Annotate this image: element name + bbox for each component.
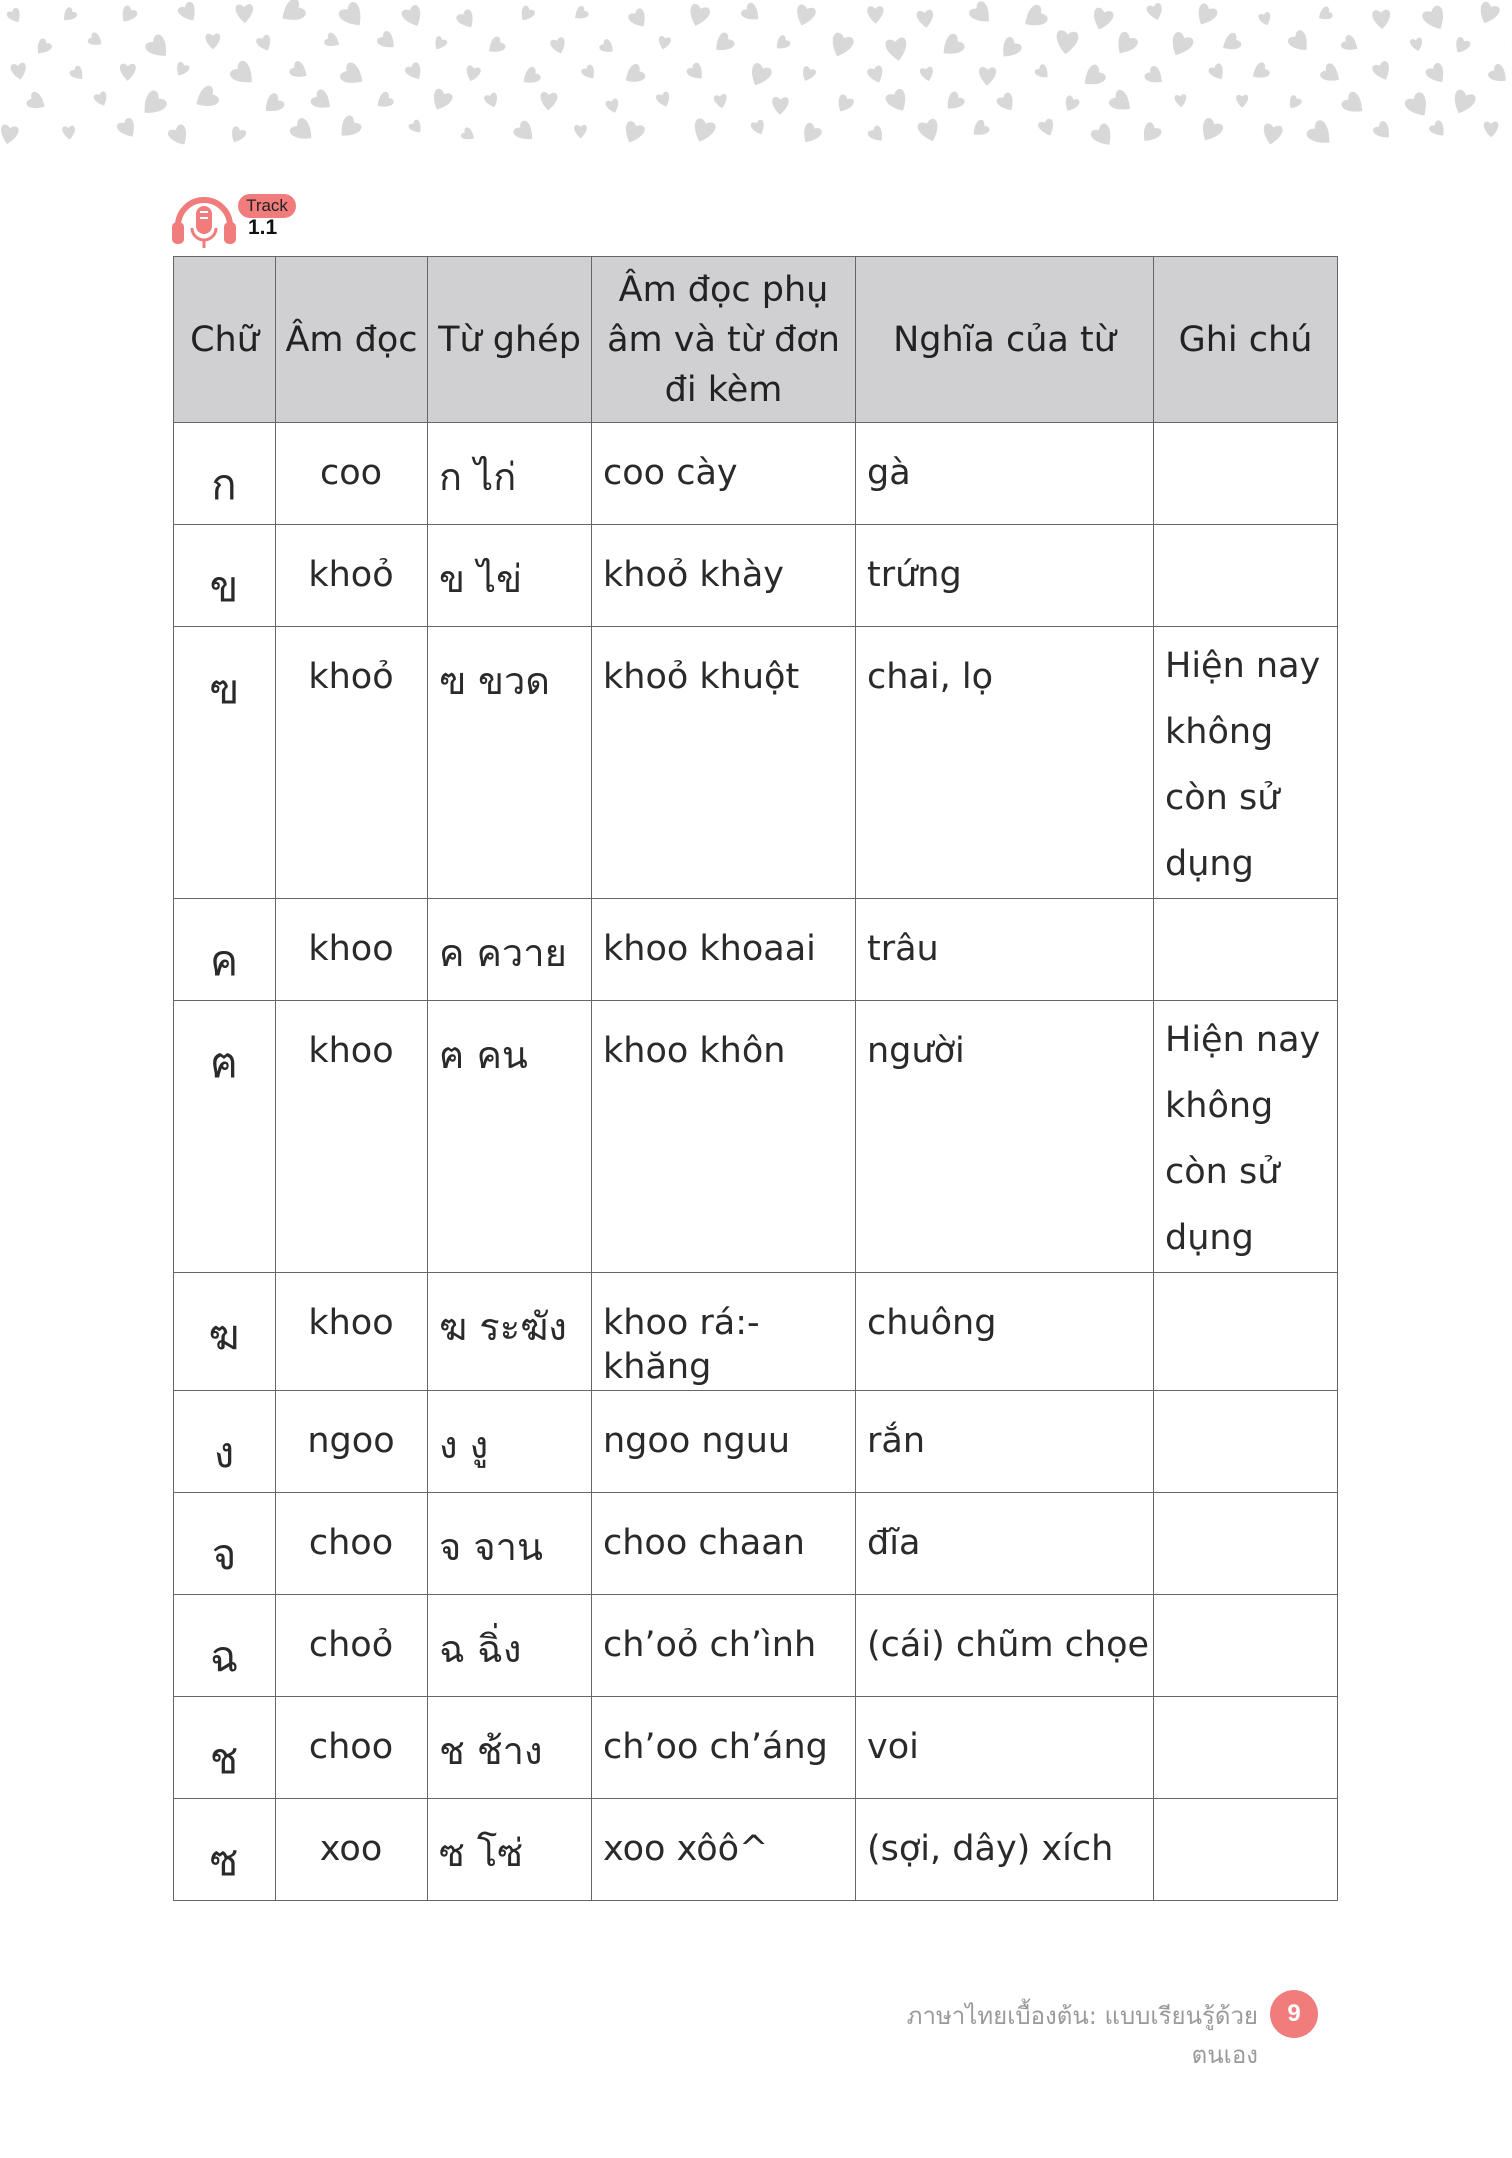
pattern-heart	[1449, 88, 1477, 117]
track-label: Track	[238, 194, 296, 218]
header-ghi-chu: Ghi chú	[1154, 257, 1338, 423]
note	[1154, 525, 1338, 627]
pattern-heart	[137, 89, 169, 121]
pattern-heart	[885, 37, 909, 63]
pattern-heart	[431, 35, 448, 52]
pattern-heart	[1249, 61, 1271, 83]
reading: ngoo nguu	[592, 1391, 856, 1493]
thai-letter: ฅ	[174, 1001, 276, 1273]
pattern-heart	[690, 117, 717, 145]
compound-word: ฆ ระฆัง	[428, 1273, 592, 1391]
pattern-heart	[1316, 6, 1334, 24]
meaning: trâu	[856, 899, 1154, 1001]
pattern-heart	[62, 125, 76, 140]
note-line: dụng	[1165, 1218, 1254, 1258]
thai-letter: ข	[174, 525, 276, 627]
meaning: đĩa	[856, 1493, 1154, 1595]
pattern-heart	[338, 61, 368, 90]
note	[1154, 899, 1338, 1001]
table-row	[174, 1391, 1338, 1493]
pattern-heart	[464, 65, 482, 83]
pronunciation: choo	[276, 1697, 428, 1799]
meaning: người	[856, 1001, 1154, 1273]
reading: ch’oo ch’áng	[592, 1697, 856, 1799]
pattern-heart	[1409, 37, 1424, 52]
thai-letter: ฆ	[174, 1273, 276, 1391]
pattern-heart	[937, 32, 966, 61]
pattern-heart	[1090, 7, 1115, 33]
pattern-heart	[621, 120, 647, 146]
note-line: Hiện nay	[1165, 1020, 1321, 1060]
pattern-heart	[144, 33, 174, 63]
pattern-heart	[455, 8, 478, 32]
track-number: 1.1	[248, 216, 278, 239]
pattern-heart	[1475, 0, 1501, 26]
pattern-heart	[772, 97, 789, 115]
pattern-heart	[571, 5, 589, 23]
pattern-heart	[235, 4, 253, 23]
reading: choo chaan	[592, 1493, 856, 1595]
pattern-heart	[627, 7, 651, 31]
pattern-heart	[60, 6, 78, 24]
pattern-heart	[1340, 90, 1369, 119]
pronunciation: ngoo	[276, 1391, 428, 1493]
pattern-heart	[1286, 29, 1313, 56]
meaning: voi	[856, 1697, 1154, 1799]
pattern-heart	[750, 119, 767, 137]
note	[1154, 1001, 1338, 1273]
pattern-heart	[1261, 123, 1283, 146]
pattern-heart	[1424, 61, 1449, 87]
pattern-heart	[1019, 3, 1049, 32]
reading: xoo xôô^	[592, 1799, 856, 1901]
note	[1154, 1697, 1338, 1799]
pattern-heart	[746, 62, 773, 90]
pattern-heart	[1196, 116, 1224, 145]
compound-word: ค ควาย	[428, 899, 592, 1001]
pattern-heart	[1112, 30, 1140, 58]
pattern-heart	[713, 94, 728, 110]
table-row	[174, 1273, 1338, 1391]
thai-consonant-table	[173, 256, 1338, 1901]
note-line: còn sử	[1165, 1152, 1280, 1192]
header-am-doc: Âm đọc	[276, 257, 428, 423]
note	[1154, 1595, 1338, 1697]
pattern-heart	[1061, 95, 1080, 115]
pattern-heart	[1372, 9, 1391, 29]
pattern-heart	[255, 34, 274, 54]
thai-letter: ง	[174, 1391, 276, 1493]
header-am-doc-phu-am-line-3: đi kèm	[664, 369, 783, 410]
reading: khoo khoaai	[592, 899, 856, 1001]
pattern-heart	[866, 65, 886, 86]
compound-word: ฉ ฉิ่ง	[428, 1595, 592, 1697]
thai-letter: ฃ	[174, 627, 276, 899]
note-line: không	[1165, 1086, 1274, 1126]
pattern-heart	[408, 119, 425, 136]
note	[1154, 1273, 1338, 1391]
pattern-heart	[228, 125, 248, 145]
pattern-heart	[884, 87, 912, 115]
pattern-heart	[995, 91, 1018, 114]
header-tu-ghep: Từ ghép	[428, 257, 592, 423]
thai-letter: จ	[174, 1493, 276, 1595]
meaning: trứng	[856, 525, 1154, 627]
pattern-heart	[25, 90, 49, 113]
pronunciation: xoo	[276, 1799, 428, 1901]
pattern-heart	[400, 4, 426, 30]
pattern-heart	[686, 3, 711, 29]
pattern-heart	[978, 67, 996, 86]
pattern-heart	[1371, 60, 1393, 83]
pattern-heart	[1305, 118, 1337, 150]
pattern-heart	[834, 93, 856, 115]
pattern-heart	[115, 117, 139, 142]
pattern-heart	[1487, 63, 1512, 88]
pattern-heart	[598, 38, 616, 56]
pattern-heart	[919, 66, 935, 83]
reading: khoo khôn	[592, 1001, 856, 1273]
pattern-heart	[519, 66, 542, 89]
pattern-heart	[1372, 120, 1395, 143]
meaning: (sợi, dây) xích	[856, 1799, 1154, 1901]
note	[1154, 627, 1338, 899]
pattern-heart	[1174, 94, 1187, 108]
note-line: không	[1165, 712, 1274, 752]
pattern-heart	[1055, 30, 1079, 56]
note-line: còn sử	[1165, 778, 1280, 818]
pattern-heart	[967, 0, 995, 28]
pattern-heart	[685, 61, 707, 83]
pattern-heart	[118, 4, 139, 25]
pronunciation: khoo	[276, 1001, 428, 1273]
compound-word: ฅ คน	[428, 1001, 592, 1273]
pattern-heart	[1319, 62, 1344, 87]
thai-letter: ฉ	[174, 1595, 276, 1697]
note-line: dụng	[1165, 844, 1254, 884]
pattern-heart	[1236, 95, 1248, 108]
compound-word: ฃ ขวด	[428, 627, 592, 899]
pattern-heart	[276, 0, 307, 27]
reading: khoỏ khuột	[592, 627, 856, 899]
pattern-heart	[428, 87, 454, 113]
decorative-pattern	[0, 0, 1512, 150]
meaning: gà	[856, 423, 1154, 525]
pattern-heart	[916, 118, 942, 145]
table-row	[174, 1799, 1338, 1901]
pattern-heart	[337, 0, 368, 32]
thai-letter: ซ	[174, 1799, 276, 1901]
table-row	[174, 1697, 1338, 1799]
pattern-heart	[711, 31, 736, 56]
pattern-heart	[512, 119, 539, 145]
pattern-heart	[404, 61, 426, 83]
pattern-heart	[228, 59, 259, 90]
pattern-heart	[1403, 90, 1433, 121]
pronunciation: coo	[276, 423, 428, 525]
pattern-heart	[997, 35, 1024, 62]
pattern-heart	[1219, 31, 1243, 54]
pattern-heart	[1107, 88, 1136, 116]
meaning: chai, lọ	[856, 627, 1154, 899]
pattern-heart	[173, 61, 190, 79]
pattern-heart	[969, 118, 991, 140]
header-am-doc-phu-am-line-2: âm và từ đơn	[607, 319, 840, 360]
note-line: Hiện nay	[1165, 646, 1321, 686]
page-number: 9	[1270, 1990, 1318, 2038]
pattern-heart	[376, 30, 399, 53]
compound-word: ช ช้าง	[428, 1697, 592, 1799]
table-row	[174, 899, 1338, 1001]
meaning: rắn	[856, 1391, 1154, 1493]
pattern-heart	[827, 31, 855, 60]
pattern-heart	[574, 125, 587, 139]
reading: coo cày	[592, 423, 856, 525]
pattern-heart	[1286, 94, 1303, 111]
thai-letter: ก	[174, 423, 276, 525]
note	[1154, 1493, 1338, 1595]
pattern-heart	[605, 98, 621, 115]
thai-letter: ช	[174, 1697, 276, 1799]
pattern-heart	[798, 121, 823, 147]
table-row	[174, 627, 1338, 899]
pattern-heart	[655, 91, 673, 109]
pronunciation: khoỏ	[276, 525, 428, 627]
pattern-heart	[580, 64, 598, 82]
pattern-heart	[288, 116, 318, 146]
pattern-heart	[1258, 11, 1273, 27]
pattern-heart	[483, 92, 500, 110]
pattern-heart	[942, 90, 966, 114]
header-am-doc-phu-am	[592, 257, 856, 423]
pattern-heart	[1146, 2, 1165, 22]
note	[1154, 1799, 1338, 1901]
compound-word: ง งู	[428, 1391, 592, 1493]
pattern-heart	[87, 31, 105, 49]
meaning: (cái) chũm chọe	[856, 1595, 1154, 1697]
pattern-heart	[6, 7, 24, 26]
pattern-heart	[460, 126, 477, 143]
header-am-doc-phu-am-line-1: Âm đọc phụ	[618, 269, 829, 310]
pattern-heart	[867, 6, 884, 24]
pattern-heart	[1484, 121, 1499, 137]
pattern-heart	[309, 88, 335, 114]
pattern-heart	[205, 33, 220, 49]
audio-track-badge	[170, 186, 310, 250]
pronunciation: khoỏ	[276, 627, 428, 899]
pattern-heart	[68, 65, 86, 84]
pattern-heart	[1421, 4, 1450, 34]
pattern-heart	[799, 65, 817, 83]
compound-word: จ จาน	[428, 1493, 592, 1595]
pronunciation: choo	[276, 1493, 428, 1595]
pattern-heart	[0, 124, 19, 146]
meaning: chuông	[856, 1273, 1154, 1391]
pattern-heart	[335, 114, 364, 143]
pattern-heart	[793, 3, 817, 28]
header-nghia: Nghĩa của từ	[856, 257, 1154, 423]
pattern-heart	[1340, 34, 1362, 55]
header-chu: Chữ	[174, 257, 276, 423]
pattern-heart	[1079, 63, 1108, 91]
pattern-heart	[621, 62, 647, 87]
compound-word: ก ไก่	[428, 423, 592, 525]
headphones-microphone-icon	[170, 186, 240, 250]
pattern-heart	[120, 64, 136, 81]
pattern-heart	[260, 92, 286, 118]
pattern-heart	[916, 9, 934, 29]
pattern-heart	[549, 36, 567, 55]
pattern-heart	[1089, 122, 1117, 150]
reading: khoo rá:-khăng	[592, 1273, 856, 1391]
pattern-heart	[191, 84, 220, 113]
pattern-heart	[484, 35, 506, 57]
compound-word: ซ โซ่	[428, 1799, 592, 1901]
reading: ch’oỏ ch’ình	[592, 1595, 856, 1697]
pattern-heart	[1166, 30, 1195, 59]
pattern-heart	[1193, 2, 1219, 29]
pattern-heart	[540, 92, 558, 111]
book-title: ภาษาไทยเบื้องต้น: แบบเรียนรู้ด้วยตนเอง	[906, 2002, 1258, 2069]
pattern-heart	[323, 32, 342, 51]
pattern-heart	[1138, 121, 1163, 147]
pattern-heart	[167, 123, 193, 149]
pattern-heart	[1143, 65, 1167, 89]
pattern-heart	[176, 0, 200, 24]
note	[1154, 1391, 1338, 1493]
table-row	[174, 423, 1338, 525]
pattern-heart	[1428, 119, 1449, 140]
pattern-heart	[517, 5, 536, 24]
note	[1154, 423, 1338, 525]
pattern-heart	[93, 91, 110, 109]
compound-word: ข ไข่	[428, 525, 592, 627]
pattern-heart	[1207, 62, 1227, 83]
pattern-heart	[1037, 118, 1057, 139]
pattern-heart	[657, 36, 672, 51]
pattern-heart	[1452, 36, 1472, 56]
pronunciation: choỏ	[276, 1595, 428, 1697]
pattern-heart	[288, 60, 311, 83]
pronunciation: khoo	[276, 1273, 428, 1391]
pattern-heart	[33, 37, 54, 58]
pattern-heart	[10, 62, 28, 81]
reading: khoỏ khày	[592, 525, 856, 627]
pattern-heart	[867, 124, 888, 145]
pronunciation: khoo	[276, 899, 428, 1001]
pattern-heart	[772, 34, 791, 53]
table-row	[174, 1493, 1338, 1595]
table-row	[174, 525, 1338, 627]
thai-letter: ค	[174, 899, 276, 1001]
table-row	[174, 1595, 1338, 1697]
pattern-heart	[740, 1, 764, 25]
pattern-heart	[373, 91, 395, 112]
pattern-heart	[1033, 63, 1052, 82]
table-row	[174, 1001, 1338, 1273]
